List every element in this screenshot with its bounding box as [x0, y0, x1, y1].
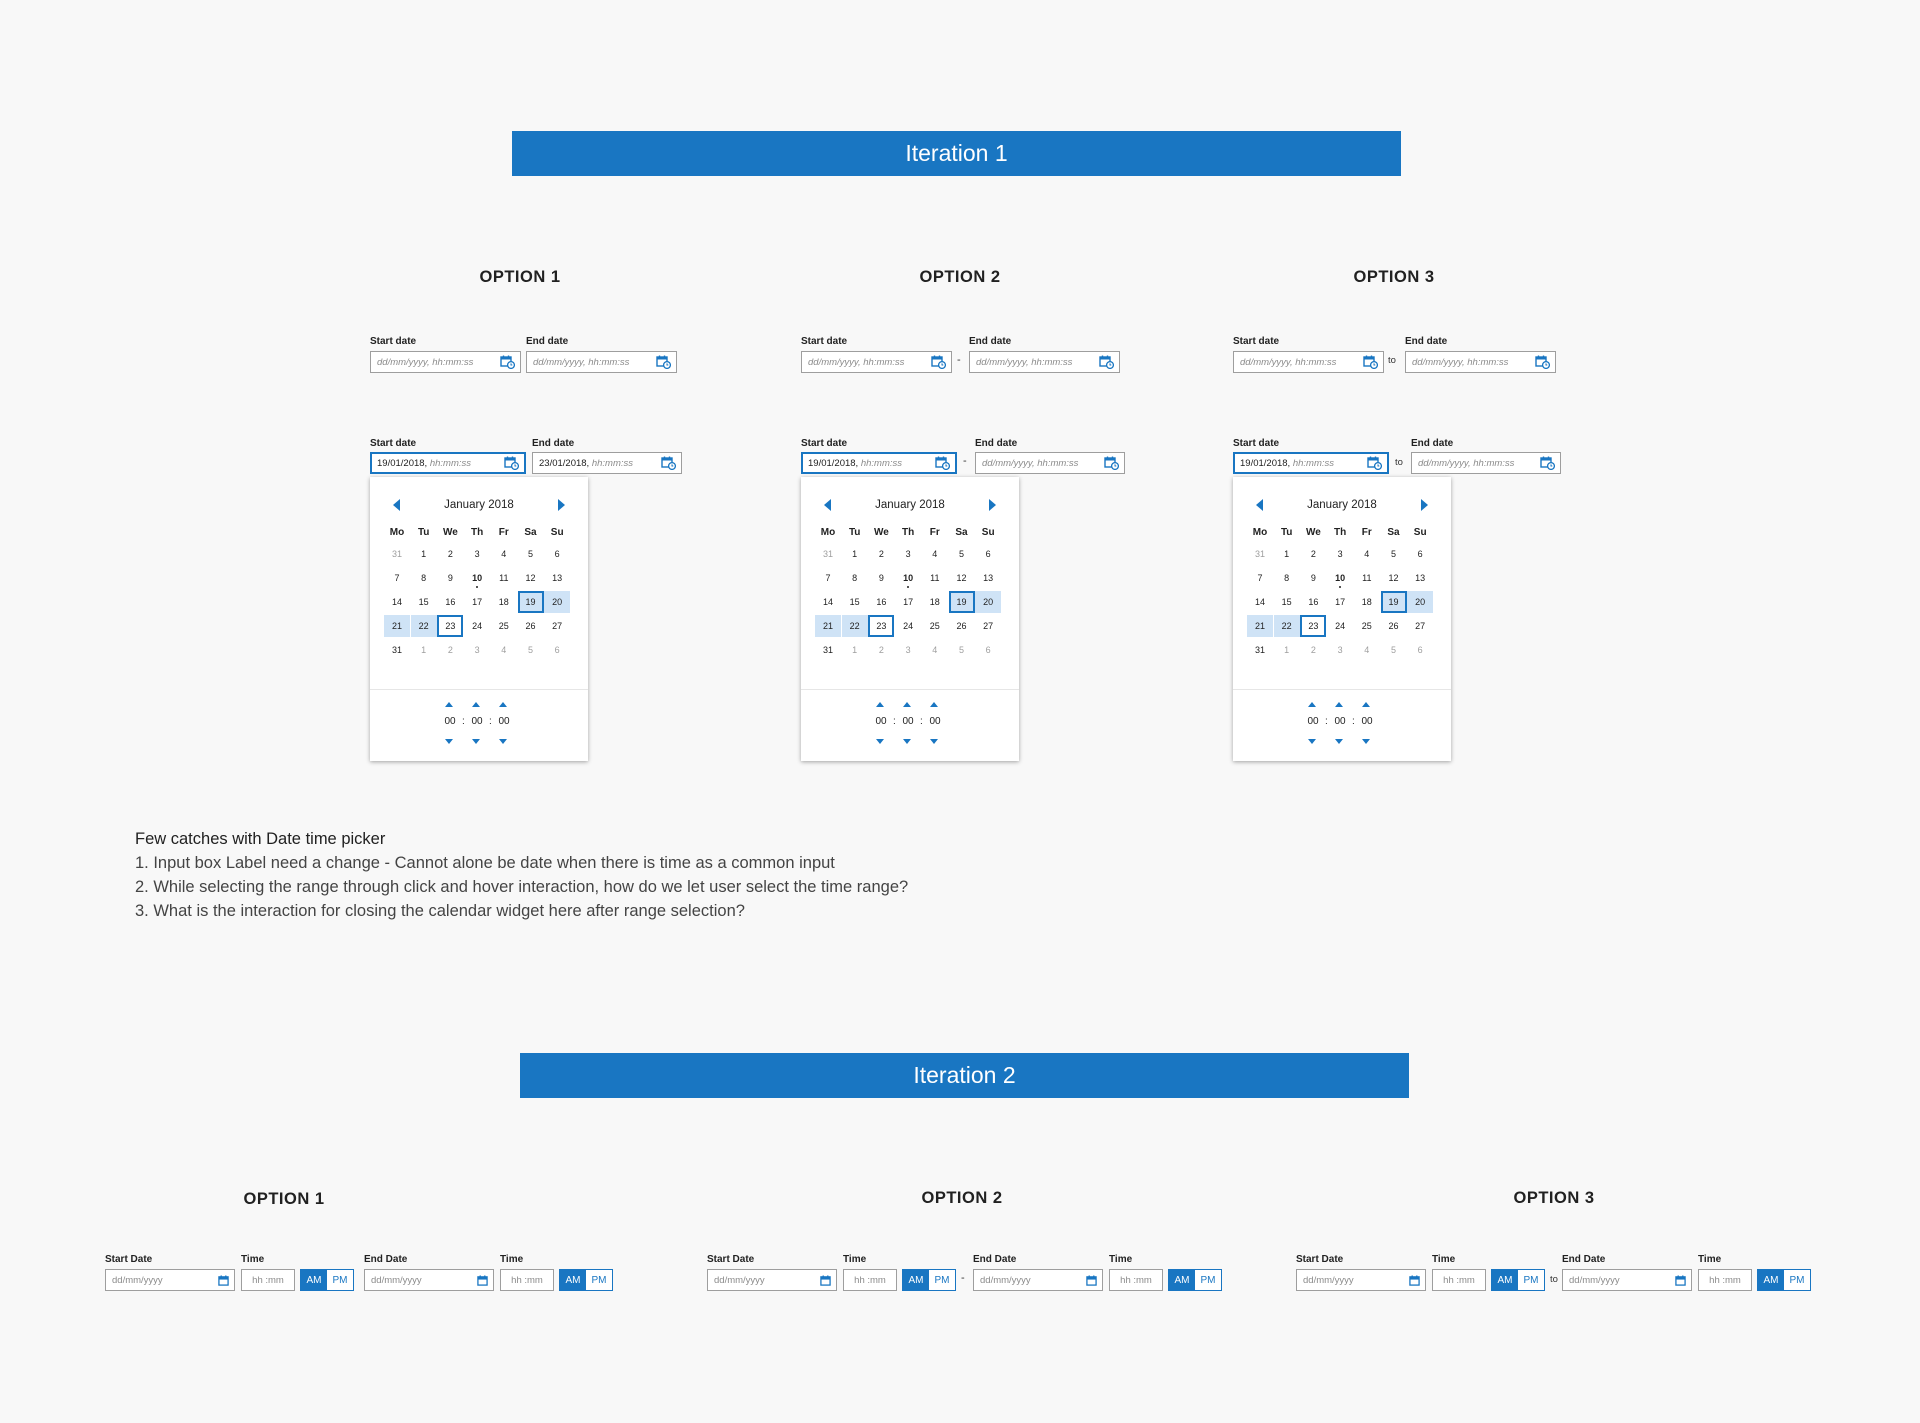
start-date-field[interactable]: dd/mm/yyyy, hh:mm:ss	[1233, 351, 1384, 373]
range-separator: to	[1550, 1274, 1558, 1285]
calendar-day[interactable]: 20	[1407, 591, 1433, 613]
calendar-day[interactable]: 3	[1337, 645, 1343, 655]
weekday-header: Fr	[929, 527, 940, 538]
calendar-day[interactable]: 3	[474, 549, 480, 559]
calendar-day[interactable]: 23	[868, 615, 894, 637]
chevron-right-icon[interactable]	[558, 499, 565, 511]
calendar-day[interactable]: 5	[1390, 549, 1396, 559]
calendar-day[interactable]: 10	[1327, 567, 1353, 589]
calendar-day[interactable]: 31	[391, 549, 402, 559]
calendar-icon[interactable]	[218, 1275, 229, 1286]
chevron-up-icon[interactable]	[930, 702, 938, 707]
time-value-mm[interactable]: 00	[471, 716, 483, 727]
calendar-day[interactable]: 1	[421, 645, 427, 655]
start-ampm-toggle[interactable]	[300, 1269, 354, 1291]
end-date-label: End date	[532, 438, 575, 449]
time-spinner	[801, 702, 1019, 752]
pm-button[interactable]: PM	[586, 1270, 612, 1290]
time-value-hh[interactable]: 00	[875, 716, 887, 727]
time-spinner	[1233, 702, 1451, 752]
start-date-label: Start date	[801, 336, 848, 347]
time-label: Time	[500, 1254, 524, 1265]
start-date-field[interactable]: dd/mm/yyyy	[707, 1269, 837, 1291]
calendar-day[interactable]: 2	[1310, 645, 1316, 655]
iter1-option-2-title: OPTION 2	[919, 268, 1001, 286]
calendar-day[interactable]: 25	[498, 621, 509, 631]
calendar-day[interactable]: 7	[1257, 573, 1263, 583]
weekday-header: Fr	[498, 527, 509, 538]
time-colon: :	[489, 716, 492, 727]
calendar-day[interactable]: 17	[903, 597, 914, 607]
note-item: 1. Input box Label need a change - Cannot alone be date when there is time as a common input	[135, 854, 835, 872]
weekday-header: Tu	[1280, 527, 1293, 538]
calendar-day[interactable]: 5	[527, 645, 533, 655]
calendar-day[interactable]: 20	[544, 591, 570, 613]
calendar-day[interactable]: 23	[437, 615, 463, 637]
divider	[370, 689, 588, 690]
time-value-ss[interactable]: 00	[929, 716, 941, 727]
calendar-day[interactable]: 19	[1381, 591, 1407, 613]
notes-section	[135, 827, 908, 923]
end-date-field[interactable]: dd/mm/yyyy, hh:mm:ss	[969, 351, 1120, 373]
time-value-mm[interactable]: 00	[902, 716, 914, 727]
calendar-day[interactable]: 15	[849, 597, 860, 607]
pm-button[interactable]: PM	[929, 1270, 955, 1290]
calendar-day[interactable]: 6	[1417, 549, 1423, 559]
notes-title: Few catches with Date time picker	[135, 830, 386, 848]
calendar-icon[interactable]	[477, 1275, 488, 1286]
calendar-day[interactable]: 6	[985, 645, 991, 655]
calendar-day[interactable]: 18	[1361, 597, 1372, 607]
start-date-field-active[interactable]: 19/01/2018, hh:mm:ss	[1233, 452, 1389, 474]
end-date-field[interactable]: dd/mm/yyyy, hh:mm:ss	[1411, 452, 1561, 474]
chevron-down-icon[interactable]	[499, 739, 507, 744]
calendar-day[interactable]: 11	[499, 573, 509, 583]
calendar-icon[interactable]	[1086, 1275, 1097, 1286]
end-date-label: End Date	[973, 1254, 1017, 1265]
end-time-field[interactable]: hh :mm	[1109, 1269, 1163, 1291]
end-date-label: End date	[1405, 336, 1448, 347]
calendar-day[interactable]: 31	[391, 645, 402, 655]
weekday-header: Su	[981, 527, 995, 538]
calendar-popup	[1233, 477, 1451, 761]
calendar-day[interactable]: 15	[418, 597, 429, 607]
chevron-up-icon[interactable]	[876, 702, 884, 707]
chevron-right-icon[interactable]	[1421, 499, 1428, 511]
time-spinner	[370, 702, 588, 752]
note-item: 2. While selecting the range through click and hover interaction, how do we let user select the time range?	[135, 878, 909, 896]
am-button[interactable]: AM	[560, 1270, 586, 1290]
weekday-header: Su	[550, 527, 564, 538]
start-date-label: Start date	[801, 438, 848, 449]
end-date-field[interactable]: dd/mm/yyyy	[973, 1269, 1103, 1291]
end-date-label: End date	[975, 438, 1018, 449]
am-button[interactable]: AM	[301, 1270, 327, 1290]
calendar-day[interactable]: 24	[1335, 621, 1346, 631]
calendar-day[interactable]: 4	[932, 549, 938, 559]
start-date-label: Start date	[1233, 438, 1280, 449]
calendar-day[interactable]: 4	[932, 645, 938, 655]
iteration-1-title: Iteration 1	[905, 140, 1008, 166]
time-colon: :	[1325, 716, 1328, 727]
end-date-label: End Date	[1562, 1254, 1606, 1265]
end-ampm-toggle[interactable]	[1757, 1269, 1811, 1291]
calendar-day[interactable]: 2	[1310, 549, 1316, 559]
chevron-down-icon[interactable]	[876, 739, 884, 744]
chevron-right-icon[interactable]	[989, 499, 996, 511]
time-colon: :	[920, 716, 923, 727]
start-date-label: Start date	[1233, 336, 1280, 347]
calendar-clock-icon[interactable]	[1104, 456, 1119, 470]
weekday-header: We	[873, 527, 889, 538]
weekday-header: Sa	[955, 527, 968, 538]
chevron-down-icon[interactable]	[445, 739, 453, 744]
chevron-up-icon[interactable]	[1362, 702, 1370, 707]
calendar-day[interactable]: 4	[1364, 645, 1370, 655]
calendar-day[interactable]: 11	[930, 573, 940, 583]
time-label: Time	[241, 1254, 265, 1265]
iter2-option-3-title: OPTION 3	[1513, 1189, 1595, 1207]
start-date-label: Start Date	[707, 1254, 755, 1265]
am-button[interactable]: AM	[1169, 1270, 1195, 1290]
calendar-day[interactable]: 9	[447, 573, 453, 583]
calendar-day[interactable]: 6	[554, 645, 560, 655]
calendar-day[interactable]: 14	[822, 597, 833, 607]
calendar-day[interactable]: 1	[1284, 549, 1290, 559]
calendar-day[interactable]: 13	[552, 573, 563, 583]
calendar-icon[interactable]	[1409, 1275, 1420, 1286]
calendar-day[interactable]: 15	[1281, 597, 1292, 607]
range-separator: -	[957, 354, 961, 366]
end-date-field[interactable]: dd/mm/yyyy, hh:mm:ss	[526, 351, 677, 373]
calendar-day[interactable]: 27	[1415, 621, 1426, 631]
calendar-day[interactable]: 2	[878, 645, 884, 655]
calendar-day[interactable]: 16	[1308, 597, 1319, 607]
calendar-day[interactable]: 31	[822, 645, 833, 655]
time-colon: :	[1352, 716, 1355, 727]
calendar-day[interactable]: 27	[983, 621, 994, 631]
calendar-day[interactable]: 13	[1415, 573, 1426, 583]
weekday-header: Sa	[524, 527, 537, 538]
weekday-header: Su	[1413, 527, 1427, 538]
end-time-field[interactable]: hh :mm	[1698, 1269, 1752, 1291]
weekday-header: Mo	[389, 527, 405, 538]
calendar-day[interactable]: 22	[1274, 615, 1300, 637]
calendar-day[interactable]: 27	[552, 621, 563, 631]
calendar-day[interactable]: 12	[525, 573, 536, 583]
time-label: Time	[1432, 1254, 1456, 1265]
calendar-day[interactable]: 31	[1254, 549, 1265, 559]
calendar-day[interactable]: 5	[1390, 645, 1396, 655]
end-date-field-filled[interactable]: 23/01/2018, hh:mm:ss	[532, 452, 682, 474]
calendar-clock-icon[interactable]	[1099, 355, 1114, 369]
calendar-day[interactable]: 31	[1254, 645, 1265, 655]
time-value-ss[interactable]: 00	[498, 716, 510, 727]
weekday-header: Mo	[1252, 527, 1268, 538]
calendar-day[interactable]: 11	[1362, 573, 1372, 583]
chevron-up-icon[interactable]	[472, 702, 480, 707]
calendar-day[interactable]: 1	[852, 549, 858, 559]
time-colon: :	[462, 716, 465, 727]
calendar-day[interactable]: 5	[958, 549, 964, 559]
calendar-day[interactable]: 31	[822, 549, 833, 559]
range-separator: to	[1388, 355, 1396, 366]
calendar-day[interactable]: 24	[903, 621, 914, 631]
calendar-day[interactable]: 19	[949, 591, 975, 613]
end-date-field[interactable]: dd/mm/yyyy	[1562, 1269, 1692, 1291]
calendar-clock-icon[interactable]	[1540, 456, 1555, 470]
calendar-day[interactable]: 3	[474, 645, 480, 655]
am-button[interactable]: AM	[1758, 1270, 1784, 1290]
time-label: Time	[1109, 1254, 1133, 1265]
iter2-option-2-title: OPTION 2	[921, 1189, 1003, 1207]
calendar-day[interactable]: 19	[518, 591, 544, 613]
iter2-option-1-title: OPTION 1	[243, 1190, 325, 1208]
start-ampm-toggle[interactable]	[902, 1269, 956, 1291]
calendar-day[interactable]: 1	[421, 549, 427, 559]
end-date-field[interactable]: dd/mm/yyyy, hh:mm:ss	[1405, 351, 1556, 373]
calendar-day[interactable]: 23	[1300, 615, 1326, 637]
calendar-day[interactable]: 12	[1388, 573, 1399, 583]
note-item: 3. What is the interaction for closing the calendar widget here after range selection?	[135, 902, 745, 920]
weekday-header: We	[442, 527, 458, 538]
iteration-1-banner	[512, 131, 1401, 176]
range-separator: -	[963, 455, 967, 467]
calendar-day[interactable]: 21	[815, 615, 841, 637]
calendar-day[interactable]: 5	[958, 645, 964, 655]
time-colon: :	[893, 716, 896, 727]
time-label: Time	[1698, 1254, 1722, 1265]
am-button[interactable]: AM	[1492, 1270, 1518, 1290]
calendar-day[interactable]: 4	[501, 645, 507, 655]
calendar-day[interactable]: 4	[1364, 549, 1370, 559]
divider	[1233, 689, 1451, 690]
weekday-header: Th	[470, 527, 484, 538]
chevron-down-icon[interactable]	[472, 739, 480, 744]
start-date-field[interactable]: dd/mm/yyyy	[1296, 1269, 1426, 1291]
start-date-label: Start date	[370, 438, 417, 449]
end-ampm-toggle[interactable]	[1168, 1269, 1222, 1291]
calendar-clock-icon[interactable]	[1535, 355, 1550, 369]
start-time-field[interactable]: hh :mm	[241, 1269, 295, 1291]
calendar-month: January 2018	[875, 499, 945, 511]
chevron-up-icon[interactable]	[445, 702, 453, 707]
end-date-field[interactable]: dd/mm/yyyy, hh:mm:ss	[975, 452, 1125, 474]
calendar-day[interactable]: 20	[975, 591, 1001, 613]
weekday-header: Tu	[417, 527, 430, 538]
calendar-day[interactable]: 2	[447, 549, 453, 559]
iter1-option-3-title: OPTION 3	[1353, 268, 1435, 286]
time-value-hh[interactable]: 00	[444, 716, 456, 727]
calendar-day[interactable]: 12	[956, 573, 967, 583]
calendar-day[interactable]: 17	[1335, 597, 1346, 607]
weekday-header: We	[1305, 527, 1321, 538]
range-separator: to	[1395, 457, 1403, 468]
calendar-day[interactable]: 4	[501, 549, 507, 559]
calendar-day[interactable]: 8	[852, 573, 858, 583]
calendar-day[interactable]: 22	[411, 615, 437, 637]
calendar-clock-icon[interactable]	[935, 456, 950, 470]
chevron-down-icon[interactable]	[1335, 739, 1343, 744]
weekday-header: Th	[1333, 527, 1347, 538]
weekday-header: Fr	[1361, 527, 1372, 538]
calendar-day[interactable]: 14	[1254, 597, 1265, 607]
calendar-day[interactable]: 17	[472, 597, 483, 607]
end-ampm-toggle[interactable]	[559, 1269, 613, 1291]
calendar-day[interactable]: 22	[842, 615, 868, 637]
chevron-down-icon[interactable]	[903, 739, 911, 744]
start-time-field[interactable]: hh :mm	[1432, 1269, 1486, 1291]
am-button[interactable]: AM	[903, 1270, 929, 1290]
calendar-day[interactable]: 21	[384, 615, 410, 637]
start-date-field[interactable]: dd/mm/yyyy, hh:mm:ss	[801, 351, 952, 373]
calendar-day[interactable]: 3	[905, 549, 911, 559]
calendar-day[interactable]: 26	[525, 621, 536, 631]
calendar-day[interactable]: 24	[472, 621, 483, 631]
time-label: Time	[843, 1254, 867, 1265]
calendar-day[interactable]: 21	[1247, 615, 1273, 637]
calendar-clock-icon[interactable]	[656, 355, 671, 369]
calendar-day[interactable]: 10	[464, 567, 490, 589]
weekday-header: Mo	[820, 527, 836, 538]
chevron-up-icon[interactable]	[499, 702, 507, 707]
weekday-header: Th	[901, 527, 915, 538]
calendar-clock-icon[interactable]	[500, 355, 515, 369]
weekday-header: Sa	[1387, 527, 1400, 538]
calendar-icon[interactable]	[820, 1275, 831, 1286]
calendar-icon[interactable]	[1675, 1275, 1686, 1286]
chevron-down-icon[interactable]	[930, 739, 938, 744]
calendar-day[interactable]: 26	[956, 621, 967, 631]
calendar-day[interactable]: 25	[929, 621, 940, 631]
chevron-down-icon[interactable]	[1308, 739, 1316, 744]
start-date-field[interactable]: dd/mm/yyyy	[105, 1269, 235, 1291]
calendar-day[interactable]: 3	[905, 645, 911, 655]
chevron-down-icon[interactable]	[1362, 739, 1370, 744]
divider	[801, 689, 1019, 690]
end-date-label: End date	[1411, 438, 1454, 449]
calendar-clock-icon[interactable]	[1367, 456, 1382, 470]
start-date-label: Start date	[370, 336, 417, 347]
calendar-day[interactable]: 8	[1284, 573, 1290, 583]
calendar-day[interactable]: 6	[554, 549, 560, 559]
calendar-clock-icon[interactable]	[504, 456, 519, 470]
start-date-field[interactable]: dd/mm/yyyy, hh:mm:ss	[370, 351, 521, 373]
calendar-day[interactable]: 5	[527, 549, 533, 559]
end-time-field[interactable]: hh :mm	[500, 1269, 554, 1291]
calendar-month: January 2018	[1307, 499, 1377, 511]
calendar-day[interactable]: 8	[421, 573, 427, 583]
chevron-up-icon[interactable]	[903, 702, 911, 707]
calendar-day[interactable]: 18	[498, 597, 509, 607]
calendar-day[interactable]: 14	[391, 597, 402, 607]
weekday-header: Tu	[848, 527, 861, 538]
range-separator: -	[961, 1272, 965, 1284]
iteration-2-banner	[520, 1053, 1409, 1098]
end-date-label: End Date	[364, 1254, 408, 1265]
pm-button[interactable]: PM	[1784, 1270, 1810, 1290]
end-date-label: End date	[969, 336, 1012, 347]
calendar-popup	[801, 477, 1019, 761]
calendar-day[interactable]: 9	[878, 573, 884, 583]
calendar-day[interactable]: 13	[983, 573, 994, 583]
calendar-day[interactable]: 2	[447, 645, 453, 655]
calendar-day[interactable]: 7	[394, 573, 400, 583]
calendar-day[interactable]: 6	[985, 549, 991, 559]
iter1-option-1-title: OPTION 1	[479, 268, 561, 286]
end-date-field[interactable]: dd/mm/yyyy	[364, 1269, 494, 1291]
calendar-day[interactable]: 6	[1417, 645, 1423, 655]
calendar-day[interactable]: 26	[1388, 621, 1399, 631]
calendar-day[interactable]: 16	[445, 597, 456, 607]
calendar-day[interactable]: 3	[1337, 549, 1343, 559]
time-value-mm[interactable]: 00	[1334, 716, 1346, 727]
calendar-day[interactable]: 16	[876, 597, 887, 607]
calendar-day[interactable]: 1	[1284, 645, 1290, 655]
calendar-day[interactable]: 10	[895, 567, 921, 589]
start-date-label: Start Date	[1296, 1254, 1344, 1265]
start-date-label: Start Date	[105, 1254, 153, 1265]
start-ampm-toggle[interactable]	[1491, 1269, 1545, 1291]
pm-button[interactable]: PM	[1195, 1270, 1221, 1290]
calendar-clock-icon[interactable]	[931, 355, 946, 369]
calendar-day[interactable]: 18	[929, 597, 940, 607]
calendar-popup	[370, 477, 588, 761]
calendar-month: January 2018	[444, 499, 514, 511]
calendar-clock-icon[interactable]	[661, 456, 676, 470]
iteration-2-title: Iteration 2	[913, 1062, 1016, 1088]
calendar-day[interactable]: 25	[1361, 621, 1372, 631]
time-value-hh[interactable]: 00	[1307, 716, 1319, 727]
start-date-field-active[interactable]: 19/01/2018, hh:mm:ss	[370, 452, 526, 474]
chevron-up-icon[interactable]	[1335, 702, 1343, 707]
calendar-day[interactable]: 9	[1310, 573, 1316, 583]
pm-button[interactable]: PM	[1518, 1270, 1544, 1290]
pm-button[interactable]: PM	[327, 1270, 353, 1290]
calendar-day[interactable]: 2	[878, 549, 884, 559]
calendar-clock-icon[interactable]	[1363, 355, 1378, 369]
start-date-field-active[interactable]: 19/01/2018, hh:mm:ss	[801, 452, 957, 474]
start-time-field[interactable]: hh :mm	[843, 1269, 897, 1291]
calendar-day[interactable]: 7	[825, 573, 831, 583]
chevron-up-icon[interactable]	[1308, 702, 1316, 707]
end-date-label: End date	[526, 336, 569, 347]
time-value-ss[interactable]: 00	[1361, 716, 1373, 727]
calendar-day[interactable]: 1	[852, 645, 858, 655]
